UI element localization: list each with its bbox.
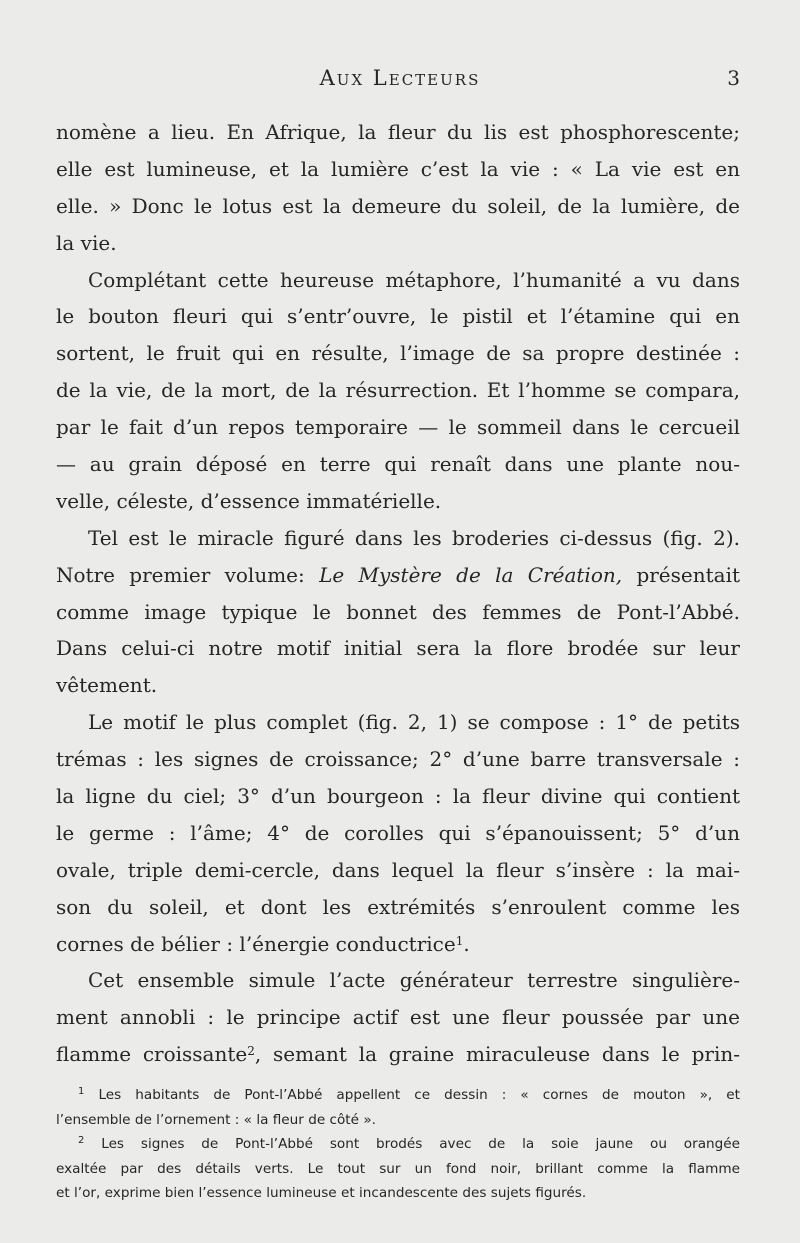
running-head	[0, 66, 800, 96]
text-run: , semant la graine miraculeuse dans le prin-	[254, 1042, 740, 1067]
text-line: Le motif le plus complet (fig. 2, 1) se compose : 1° de petits	[88, 710, 740, 735]
text-line: la vie.	[56, 230, 117, 255]
text-line: elle est lumineuse, et la lumière c’est la vie : « La vie est en	[56, 156, 740, 181]
text-line: ovale, triple demi-cercle, dans lequel la fleur s’insère : la mai-	[56, 857, 740, 882]
book-title: Le Mystère de la Création,	[319, 562, 623, 587]
text-line: Tel est le miracle figuré dans les broderies ci-dessus (fig. 2).	[88, 525, 740, 550]
text-line: la ligne du ciel; 3° d’un bourgeon : la fleur divine qui contient	[56, 784, 740, 809]
footnote-line: l’ensemble de l’ornement : « la fleur de côté ».	[56, 1111, 376, 1128]
footnote-line: exaltée par des détails verts. Le tout sur un fond noir, brillant comme la flamme	[56, 1160, 740, 1177]
text-line: trémas : les signes de croissance; 2° d’une barre transversale :	[56, 747, 740, 772]
text-line: le bouton fleuri qui s’entr’ouvre, le pistil et l’étamine qui en	[56, 304, 740, 329]
footnote-line: et l’or, exprime bien l’essence lumineuse et incandescente des sujets figurés.	[56, 1185, 587, 1201]
text-line: Dans celui-ci notre motif initial sera la flore brodée sur leur	[56, 636, 740, 661]
text-run: Notre premier volume:	[56, 562, 305, 587]
text-line: velle, céleste, d’essence immatérielle.	[56, 488, 442, 513]
footnote-ref-1: 1	[455, 933, 464, 948]
text-line	[56, 926, 740, 963]
text-run: cornes de bélier : l’énergie conductrice	[56, 931, 456, 956]
text-run: présentait	[636, 562, 740, 587]
text-line: le germe : l’âme; 4° de corolles qui s’épanouissent; 5° d’un	[56, 820, 740, 845]
body-text	[56, 114, 740, 1073]
text-line: ment annobli : le principe actif est une fleur poussée par une	[56, 1005, 740, 1030]
footnote-2	[56, 1132, 740, 1157]
footnote-text: Les habitants de Pont-l’Abbé appellent ce dessin : « cornes de mouton », et	[98, 1087, 740, 1103]
text-line: Complétant cette heureuse métaphore, l’humanité a vu dans	[88, 267, 740, 292]
text-run: flamme croissante	[56, 1042, 248, 1067]
text-line: — au grain déposé en terre qui renaît dans une plante nou-	[56, 452, 740, 477]
text-line: nomène a lieu. En Afrique, la fleur du lis est phosphorescente;	[56, 120, 740, 144]
text-line: son du soleil, et dont les extrémités s’enroulent comme les	[56, 894, 740, 919]
text-line	[56, 1036, 740, 1073]
text-line: par le fait d’un repos temporaire — le sommeil dans le cercueil	[56, 415, 740, 440]
footnote-ref-2: 2	[247, 1044, 255, 1059]
footnote-marker: 2	[78, 1135, 85, 1146]
text-line: de la vie, de la mort, de la résurrection. Et l’homme se compara,	[56, 378, 740, 403]
text-line: comme image typique le bonnet des femmes de Pont-l’Abbé.	[56, 599, 740, 624]
footnote-text: Les signes de Pont-l’Abbé sont brodés avec de la soie jaune ou orangée	[101, 1136, 740, 1152]
text-line: sortent, le fruit qui en résulte, l’image de sa propre destinée :	[56, 341, 740, 366]
footnote-marker: 1	[78, 1086, 85, 1097]
text-run: .	[463, 931, 470, 956]
running-title: Aux Lecteurs	[319, 66, 481, 90]
text-line: elle. » Donc le lotus est la demeure du soleil, de la lumière, de	[56, 193, 740, 218]
footnotes	[56, 1083, 740, 1206]
text-line: Cet ensemble simule l’acte générateur terrestre singulière-	[88, 968, 740, 993]
text-line: vêtement.	[56, 673, 158, 698]
footnote-1	[56, 1083, 740, 1108]
text-line	[56, 557, 740, 594]
page-number: 3	[727, 66, 740, 90]
